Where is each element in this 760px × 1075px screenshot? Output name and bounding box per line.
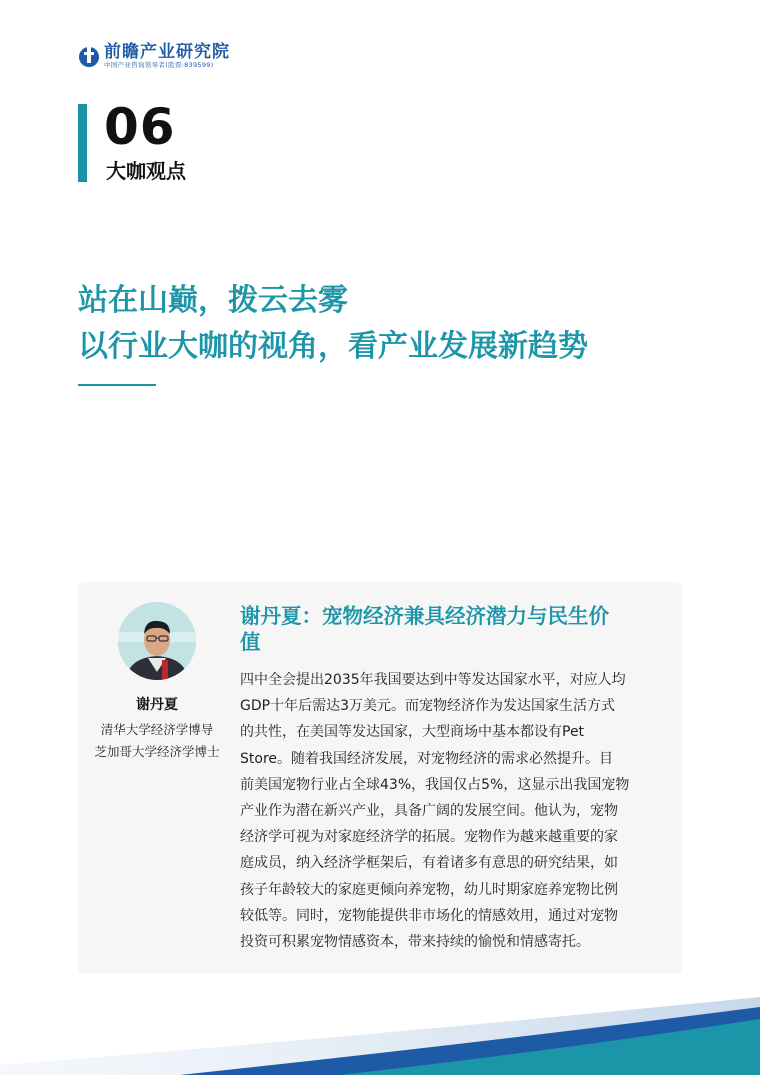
quote-line: Store。随着我国经济发展，对宠物经济的需求必然提升。目: [240, 750, 614, 767]
quote-title-line-1: 谢丹夏：宠物经济兼具经济潜力与民生价: [240, 604, 609, 628]
section-title: 大咖观点: [106, 159, 186, 183]
quote-body: [240, 667, 665, 955]
section-accent-bar: [78, 104, 87, 182]
footer-wave-decoration: [0, 995, 760, 1075]
expert-title-1: 清华大学经济学博导: [100, 722, 214, 737]
quote-line: 较低等。同时，宠物能提供非市场化的情感效用，通过对宠物: [240, 907, 618, 924]
quote-line: 孩子年龄较大的家庭更倾向养宠物，幼儿时期家庭养宠物比例: [240, 881, 618, 898]
quote-title: [240, 603, 665, 655]
quote-line: 的共性，在美国等发达国家，大型商场中基本都设有Pet: [240, 724, 585, 741]
quote-title-line-2: 值: [240, 630, 261, 654]
quote-line: 产业作为潜在新兴产业，具备广阔的发展空间。他认为，宠物: [240, 803, 618, 820]
brand-name: 前瞻产业研究院: [104, 42, 230, 62]
logo-mark-icon: [78, 43, 100, 69]
quote-line: 经济学可视为对家庭经济学的拓展。宠物作为越来越重要的家: [240, 829, 618, 846]
headline-line-1: 站在山巅，拨云去雾: [78, 283, 348, 318]
expert-avatar: [118, 602, 196, 680]
headline-divider: [78, 384, 156, 386]
quote-line: 投资可积累宠物情感资本，带来持续的愉悦和情感寄托。: [240, 934, 590, 951]
expert-photo-icon: [118, 602, 196, 680]
expert-title-2: 芝加哥大学经济学博士: [94, 744, 220, 759]
expert-name: 谢丹夏: [136, 697, 178, 713]
quote-line: 前美国宠物行业占全球43%，我国仅占5%，这显示出我国宠物: [240, 776, 630, 793]
brand-tagline: 中国产业咨询领导者(股票:839599): [104, 61, 214, 69]
quote-line: 庭成员，纳入经济学框架后，有着诸多有意思的研究结果，如: [240, 855, 618, 872]
quote-line: 四中全会提出2035年我国要达到中等发达国家水平，对应人均: [240, 672, 626, 688]
section-number: 06: [104, 98, 176, 156]
headline-line-2: 以行业大咖的视角，看产业发展新趋势: [78, 329, 588, 364]
brand-logo: [78, 43, 230, 69]
quote-line: GDP十年后需达3万美元。而宠物经济作为发达国家生活方式: [240, 698, 615, 715]
headline: [78, 278, 588, 370]
